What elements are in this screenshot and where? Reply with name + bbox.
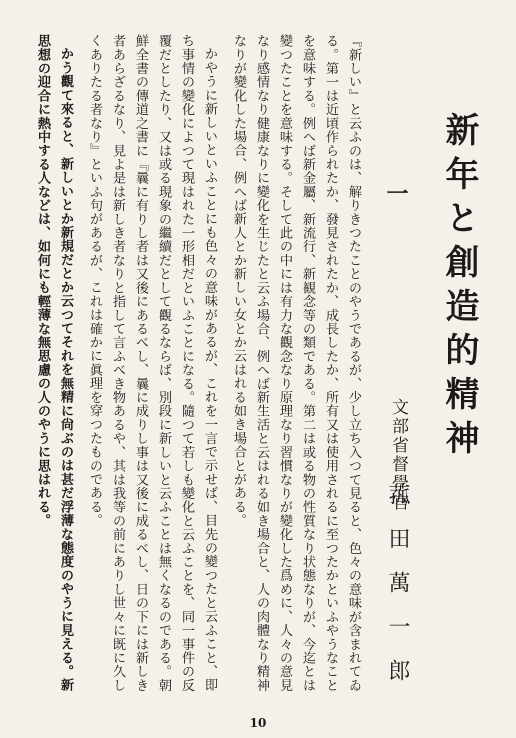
author-name: 菰田萬一郎 — [385, 483, 410, 703]
author-affiliation: 文部省督學官 — [388, 398, 408, 512]
body-paragraph: かう觀て來ると、新しいとか新規だとか云つてそれを無精に尙ぶのは甚だ浮薄な態度のやうに見える。新思想の迎合に熱中する人などは、如何にも輕薄な無思慮の人のやうに思はれる。 — [35, 34, 73, 692]
article-title: 新年と創造的精神 — [439, 112, 479, 464]
body-paragraph: かやうに新しいといふことにも色々の意味があるが、これを一言で示せば、目先の變つたと云ふこと、即ち事情の變化によつて現はれた一形相だといふことになる。隨つて若しも變化と云ふことを、同一事件の反覆だとしたり、又は或る現象の繼續だとして觀るならば、別段に新しいと云ふことは無くなるのである。朝鮮全書の傳道之書に『曩に有りし者は又後にあるべし、曩に成りし事は又後に成るべし、日の下には新しき者あらざるなり、見よ是は新しき者なりと指して言ふべき物あるや、其は我等の前にありし世々に既に久しくありたる者なり』といふ句があるが、これは確かに眞理を穿つたものである。 — [87, 34, 217, 692]
body-paragraph: 『新しい』と云ふのは、解りきつたことのやうであるが、少し立ち入つて見ると、色々の意味が含まれてゐる。第一は近頃作られたか、發見されたか、成長したか、所有又は使用されるに至つたかといふやうなことを意味する。例へば新金屬、新流行、新観念等の類である。第二は或る物の性質なり状態なりが、今迄とは變つたことを意味する。そして此の中には有力な觀念なり原理なり習慣なりが變化した爲めに、人々の意見なり感情なり健康なりに變化を生じたと云ふ場合、例へば新生活と云はれる如き場合と、人の肉體なり精神なりが變化した場合、例へば新人とか新しい女とか云はれる如き場合とがある。 — [231, 34, 361, 692]
article-body — [35, 34, 365, 692]
page-number: 10 — [249, 716, 267, 730]
section-number: 一 — [383, 182, 409, 204]
